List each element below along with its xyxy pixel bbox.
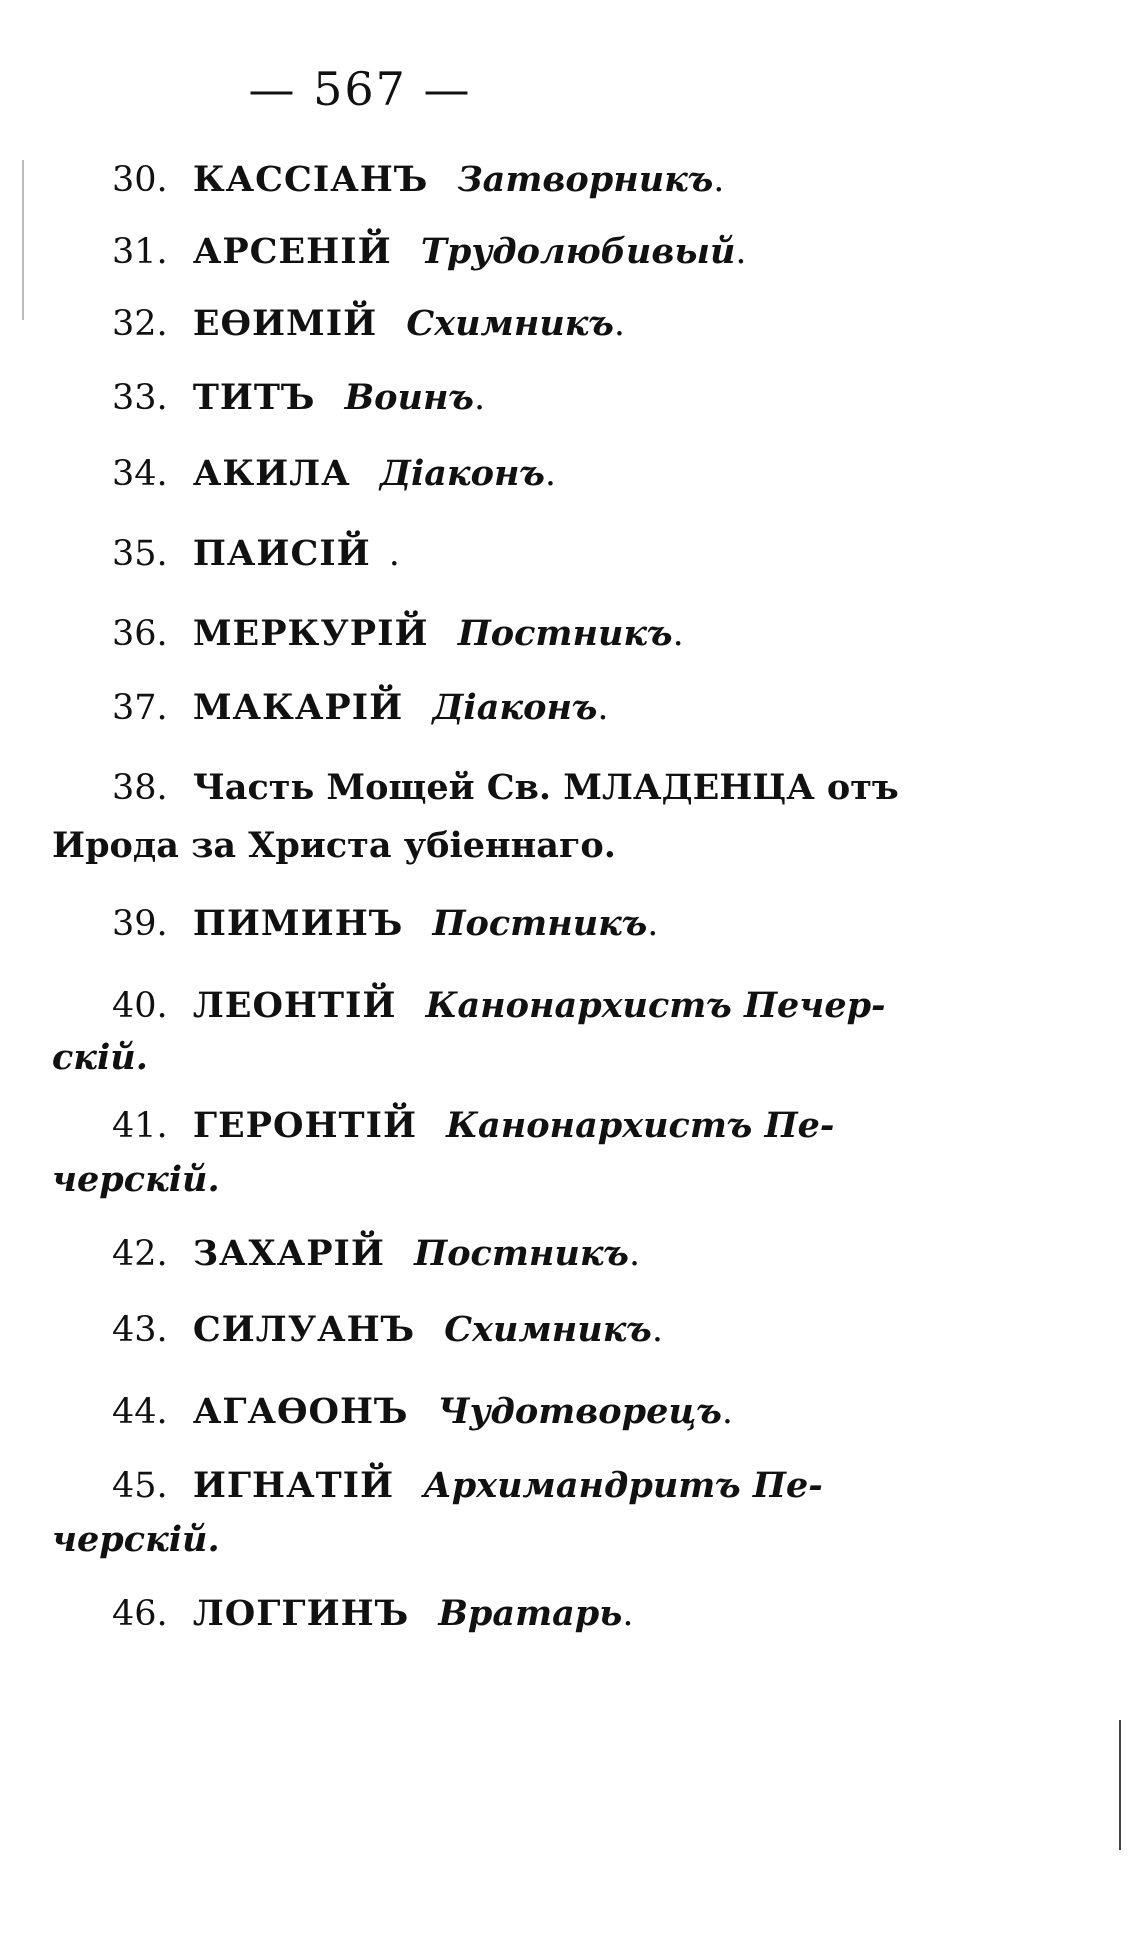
- entry-name: АКИЛА: [192, 453, 351, 494]
- entry-text-line1: Часть Мощей Св. МЛАДЕНЦА отъ: [192, 767, 899, 808]
- entry-name: АГАѲОНЪ: [192, 1391, 409, 1432]
- entry-number: 42.: [112, 1234, 168, 1274]
- entry-name: ПИМИНЪ: [192, 903, 404, 944]
- list-item: [112, 1384, 733, 1440]
- entry-number: 32.: [112, 304, 168, 344]
- entry-number: 35.: [112, 534, 168, 574]
- entry-title-continuation: скій.: [52, 1037, 148, 1078]
- entry-name: СИЛУАНЪ: [192, 1309, 416, 1350]
- entry-title: Чудотворецъ: [437, 1391, 722, 1432]
- entry-end: .: [473, 378, 486, 418]
- list-item: [112, 760, 899, 816]
- entry-end: .: [735, 232, 747, 272]
- entry-number: 45.: [112, 1466, 168, 1506]
- entry-title: Воинъ: [344, 377, 474, 418]
- entry-title: Схимникъ: [444, 1309, 652, 1350]
- list-item: [112, 606, 684, 662]
- list-item: [112, 1586, 634, 1642]
- entry-number: 43.: [112, 1310, 168, 1350]
- entry-number: 34.: [112, 454, 168, 494]
- entry-end: .: [713, 160, 725, 200]
- entry-end: .: [613, 304, 626, 344]
- entry-continuation: [52, 1030, 148, 1086]
- entry-number: 40.: [112, 986, 168, 1026]
- entry-number: 38.: [112, 768, 168, 808]
- list-item: [112, 1302, 663, 1358]
- entry-end: .: [388, 534, 400, 574]
- list-item: [112, 1226, 640, 1282]
- list-item: [112, 680, 609, 736]
- list-item: [112, 896, 658, 952]
- entry-title: Діаконъ: [432, 687, 598, 728]
- entry-number: 39.: [112, 904, 168, 944]
- entry-end: .: [628, 1234, 641, 1274]
- page-number: — 567 —: [248, 62, 472, 116]
- entry-number: 37.: [112, 688, 168, 728]
- entry-end: .: [651, 1310, 663, 1350]
- entry-end: .: [622, 1594, 634, 1634]
- entry-name: КАССІАНЪ: [192, 159, 429, 200]
- entry-end: .: [544, 454, 557, 494]
- entry-text-line2: Ирода за Христа убіеннаго.: [52, 825, 616, 866]
- entry-name: ЛЕОНТІЙ: [192, 985, 397, 1026]
- entry-number: 31.: [112, 232, 168, 272]
- list-item: [112, 370, 485, 426]
- entry-name: МЕРКУРІЙ: [192, 613, 429, 654]
- entry-title-continuation: черскій.: [52, 1519, 220, 1560]
- entry-name: ПАИСІЙ: [192, 533, 371, 574]
- entry-title-continuation: черскій.: [52, 1159, 220, 1200]
- entry-title: Діаконъ: [379, 453, 545, 494]
- entry-name: ЗАХАРІЙ: [192, 1233, 385, 1274]
- entry-title: Архимандритъ Пе-: [423, 1465, 823, 1506]
- entry-name: ЛОГГИНЪ: [192, 1593, 410, 1634]
- entry-number: 44.: [112, 1392, 168, 1432]
- entry-title: Канонархистъ Пе-: [446, 1105, 835, 1146]
- entry-name: ТИТЪ: [192, 377, 316, 418]
- entry-title: Постникъ: [414, 1233, 629, 1274]
- entry-title: Схимникъ: [406, 303, 614, 344]
- scan-edge-mark: [22, 160, 24, 320]
- list-item: [112, 978, 886, 1034]
- entry-title: Постникъ: [432, 903, 648, 944]
- entry-title: Затворникъ: [457, 159, 714, 200]
- list-item: [112, 446, 556, 502]
- entry-continuation: [52, 1152, 220, 1208]
- entry-end: .: [672, 614, 684, 654]
- list-item: [112, 296, 625, 352]
- entry-number: 33.: [112, 378, 168, 418]
- entry-title: Канонархистъ Печер-: [425, 985, 886, 1026]
- entry-title: Трудолюбивый: [420, 231, 736, 272]
- list-item: [112, 526, 400, 582]
- entry-name: АРСЕНІЙ: [192, 231, 392, 272]
- entry-number: 46.: [112, 1594, 168, 1634]
- entry-number: 36.: [112, 614, 168, 654]
- entry-title: Вратарь: [438, 1593, 623, 1634]
- entry-name: ГЕРОНТІЙ: [192, 1105, 418, 1146]
- entry-number: 41.: [112, 1106, 168, 1146]
- entry-title: Постникъ: [457, 613, 673, 654]
- entry-end: .: [647, 904, 659, 944]
- entry-end: .: [597, 688, 609, 728]
- scan-edge-mark: [1119, 1720, 1121, 1850]
- entry-name: МАКАРІЙ: [192, 687, 404, 728]
- entry-name: ИГНАТІЙ: [192, 1465, 395, 1506]
- entry-end: .: [721, 1392, 734, 1432]
- entry-number: 30.: [112, 160, 168, 200]
- list-item: [112, 224, 747, 280]
- list-item: [112, 152, 724, 208]
- list-item: [112, 1458, 823, 1514]
- entry-continuation: [52, 818, 616, 874]
- list-item: [112, 1098, 834, 1154]
- entry-continuation: [52, 1512, 220, 1568]
- entry-name: ЕѲИМІЙ: [192, 303, 378, 344]
